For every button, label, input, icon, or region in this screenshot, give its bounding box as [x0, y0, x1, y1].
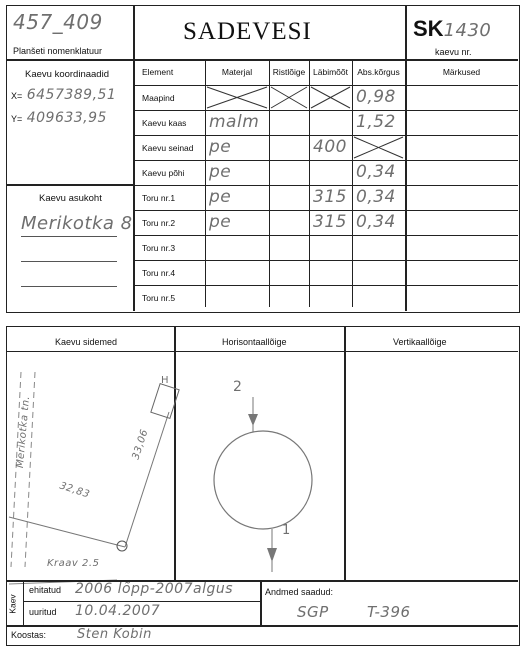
table-cell-value: 315 — [313, 187, 347, 207]
measured-label: uuritud — [29, 607, 57, 617]
footer-mid-col — [260, 580, 262, 625]
horizontal-label: Horisontaallõige — [222, 337, 287, 347]
composer-value: Sten Kobin — [77, 627, 152, 642]
sketch-col-2 — [344, 327, 346, 580]
ties-label: Kaevu sidemed — [55, 337, 118, 347]
table-row-label: Kaevu põhi — [142, 168, 185, 178]
table-header-cell: Märkused — [442, 67, 481, 77]
pipe-2-label: 2 — [233, 379, 243, 395]
table-header-cell: Element — [142, 67, 174, 77]
ties-sketch — [7, 352, 174, 580]
pipe-2-arrow-icon — [248, 414, 258, 426]
location-line-2 — [21, 261, 117, 262]
table-cell-value: 315 — [313, 212, 347, 232]
data-source: SGP — [297, 603, 329, 621]
table-row-label: Kaevu kaas — [142, 118, 187, 128]
measured-value: 10.04.2007 — [75, 603, 161, 619]
table-cell-value: 0,34 — [356, 187, 396, 207]
cross-mark-icon — [205, 85, 269, 110]
table-cell-value: pe — [209, 187, 232, 207]
coord-x-value: 6457389,51 — [26, 87, 117, 103]
street-label: Merikotka tn. — [14, 395, 33, 469]
table-cell-value: 400 — [313, 137, 347, 157]
table-cell-value: 0,34 — [356, 162, 396, 182]
well-circle — [214, 431, 312, 529]
composer-label: Koostas: — [11, 630, 47, 640]
table-cell-value: pe — [209, 137, 232, 157]
distance-1: 33,06 — [130, 427, 151, 462]
table-cell-value: pe — [209, 212, 232, 232]
table-row-label: Kaevu seinad — [142, 143, 194, 153]
table-row-label: Toru nr.1 — [142, 193, 176, 203]
table-cell-value: malm — [209, 112, 260, 132]
location-line-3 — [21, 286, 117, 287]
coord-y-prefix: Y= — [11, 114, 23, 124]
location-line-1 — [21, 236, 117, 237]
sheet-number: 457_409 — [13, 10, 103, 34]
table-cell-value: 1,52 — [356, 112, 396, 132]
vertical-label: Vertikaallõige — [393, 337, 447, 347]
coordinates-label: Kaevu koordinaadid — [25, 69, 109, 80]
page-title: SADEVESI — [183, 18, 312, 45]
coord-x-row — [11, 86, 116, 104]
cross-mark-icon — [269, 85, 309, 110]
table-col-line — [352, 60, 353, 307]
cross-mark-icon — [309, 85, 352, 110]
data-code: T-396 — [367, 603, 411, 621]
distance-2: 32,83 — [58, 480, 92, 501]
table-row-line — [134, 110, 518, 111]
pipe-1-arrow-icon — [267, 548, 277, 562]
sheet-nomenclature-label: Planšeti nomenklatuur — [13, 46, 103, 56]
well-number-label: kaevu nr. — [435, 47, 472, 57]
scale-label: Kraav 2.5 — [47, 558, 100, 569]
table-row-line — [134, 210, 518, 211]
street-edge-line — [11, 372, 21, 567]
table-cell-value: 0,98 — [356, 87, 396, 107]
table-row-line — [134, 135, 518, 136]
table-row-label: Toru nr.4 — [142, 268, 176, 278]
well-number-value: 1430 — [443, 20, 492, 41]
location-value: Merikotka 8 — [21, 213, 133, 234]
table-row-line — [134, 235, 518, 236]
table-row-label: Maapind — [142, 93, 175, 103]
table-row-label: Toru nr.2 — [142, 218, 176, 228]
location-label: Kaevu asukoht — [39, 193, 102, 204]
house-label: H — [161, 375, 170, 386]
table-row-line — [134, 185, 518, 186]
well-prefix: SK — [413, 16, 444, 41]
header-divider — [7, 59, 518, 61]
table-row-line — [134, 260, 518, 261]
coord-x-prefix: X= — [11, 91, 23, 101]
footer-side-col — [23, 580, 24, 625]
footer-side-label: Kaev — [7, 594, 18, 614]
coord-y-value: 409633,95 — [26, 110, 107, 126]
table-header-cell: Materjal — [221, 67, 253, 77]
footer-row-divider — [23, 601, 260, 602]
table-row-line — [134, 285, 518, 286]
table-header-cell: Läbimõõt — [313, 67, 348, 77]
horizontal-sketch — [175, 352, 344, 580]
table-row-line — [134, 160, 518, 161]
table-row-label: Toru nr.5 — [142, 293, 176, 303]
built-label: ehitatud — [29, 585, 62, 595]
pipe-1-label: 1 — [282, 523, 291, 538]
table-cell-value: 0,34 — [356, 212, 396, 232]
table-cell-value: pe — [209, 162, 232, 182]
cross-mark-icon — [352, 135, 405, 160]
header-col-left — [133, 6, 135, 311]
well-card-bottom — [6, 326, 520, 646]
table-row-label: Toru nr.3 — [142, 243, 176, 253]
table-header-cell: Abs.kõrgus — [357, 67, 400, 77]
data-label: Andmed saadud: — [265, 587, 334, 597]
built-value: 2006 lõpp-2007algus — [75, 581, 234, 597]
table-col-line — [405, 60, 406, 307]
well-number — [413, 16, 491, 42]
coord-y-row — [11, 109, 107, 127]
location-divider — [7, 184, 134, 186]
table-header-cell: Ristlõige — [272, 67, 306, 77]
well-card-top — [6, 5, 520, 313]
